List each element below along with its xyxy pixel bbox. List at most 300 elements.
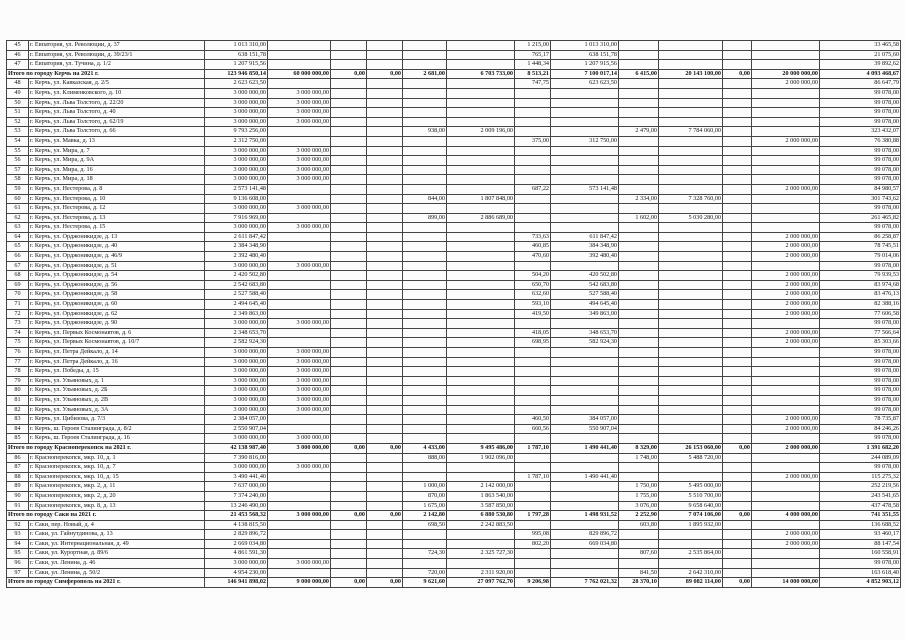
table-cell: 611 847,42 (551, 232, 619, 242)
table-cell (447, 146, 515, 156)
table-cell: 3 000 000,00 (268, 261, 331, 271)
row-number: 90 (7, 491, 29, 501)
table-cell (619, 223, 659, 233)
table-row (7, 204, 901, 214)
table-cell: 550 907,04 (551, 424, 619, 434)
table-cell: 807,60 (619, 549, 659, 559)
table-cell (403, 41, 447, 51)
row-number: 89 (7, 482, 29, 492)
table-cell (367, 482, 403, 492)
table-cell: 3 000 000,00 (205, 108, 268, 118)
table-cell: 2 829 896,72 (205, 530, 268, 540)
table-cell (551, 165, 619, 175)
table-cell (331, 280, 367, 290)
table-row (7, 165, 901, 175)
table-cell (403, 290, 447, 300)
table-cell: 3 000 000,00 (205, 319, 268, 329)
table-cell: 2 535 864,00 (659, 549, 723, 559)
table-cell (752, 127, 820, 137)
table-cell (367, 415, 403, 425)
table-cell: 6 703 733,00 (447, 69, 515, 79)
address-cell: г. Керчь, ул. Кавказская, д. 2/5 (29, 79, 205, 89)
table-cell: 3 000 000,00 (268, 117, 331, 127)
table-cell: 6 880 530,80 (447, 511, 515, 521)
table-cell: 78 745,51 (820, 242, 901, 252)
table-cell: 2 349 863,00 (205, 309, 268, 319)
table-cell: 2 000 000,00 (752, 338, 820, 348)
table-cell: 2 000 000,00 (752, 79, 820, 89)
table-cell (619, 146, 659, 156)
table-cell (752, 434, 820, 444)
table-row (7, 559, 901, 569)
table-cell (723, 491, 752, 501)
table-cell (723, 559, 752, 569)
table-cell: 6 415,00 (619, 69, 659, 79)
table-cell: 638 151,78 (551, 50, 619, 60)
table-cell (551, 386, 619, 396)
table-cell (659, 328, 723, 338)
table-cell (268, 520, 331, 530)
table-cell: 2 000 000,00 (752, 415, 820, 425)
table-cell (619, 424, 659, 434)
table-cell (619, 463, 659, 473)
table-cell: 418,05 (515, 328, 551, 338)
table-cell (515, 405, 551, 415)
table-cell: 99 078,00 (820, 367, 901, 377)
table-cell (367, 271, 403, 281)
table-cell (331, 146, 367, 156)
table-cell (447, 338, 515, 348)
table-cell (619, 50, 659, 60)
row-number: 56 (7, 156, 29, 166)
table-cell (268, 338, 331, 348)
table-cell (659, 79, 723, 89)
table-cell (447, 117, 515, 127)
table-cell: 9 495 486,00 (447, 443, 515, 453)
table-cell (752, 501, 820, 511)
table-cell (403, 223, 447, 233)
table-cell: 4 954 230,00 (205, 568, 268, 578)
table-cell: 0,00 (331, 511, 367, 521)
table-cell (723, 88, 752, 98)
row-number: 84 (7, 424, 29, 434)
table-cell (551, 367, 619, 377)
table-cell: 2 642 310,00 (659, 568, 723, 578)
table-cell (551, 491, 619, 501)
table-cell (268, 568, 331, 578)
table-cell: 1 498 931,52 (551, 511, 619, 521)
table-cell: 3 000 000,00 (268, 175, 331, 185)
row-number: 78 (7, 367, 29, 377)
table-cell (268, 453, 331, 463)
table-row (7, 41, 901, 51)
table-cell: 99 078,00 (820, 165, 901, 175)
table-cell (403, 184, 447, 194)
table-cell (619, 117, 659, 127)
table-cell (447, 280, 515, 290)
table-cell (659, 376, 723, 386)
table-row (7, 290, 901, 300)
table-cell (403, 261, 447, 271)
table-cell (367, 252, 403, 262)
address-cell: г. Керчь, ул. Нестерова, д. 13 (29, 213, 205, 223)
address-cell: г. Керчь, ул. Петра Дейкало, д. 14 (29, 348, 205, 358)
table-cell: 1 787,10 (515, 472, 551, 482)
table-cell (551, 88, 619, 98)
table-cell (659, 117, 723, 127)
table-cell: 2 348 653,70 (205, 328, 268, 338)
table-cell: 2 000 000,00 (752, 184, 820, 194)
row-number: 93 (7, 530, 29, 540)
table-cell (447, 405, 515, 415)
row-number: 83 (7, 415, 29, 425)
table-cell (367, 232, 403, 242)
row-number: 92 (7, 520, 29, 530)
table-cell: 2 000 000,00 (752, 472, 820, 482)
table-cell (659, 261, 723, 271)
table-cell (659, 300, 723, 310)
table-cell: 146 941 898,02 (205, 578, 268, 588)
table-cell (723, 223, 752, 233)
table-cell: 99 078,00 (820, 146, 901, 156)
table-cell (619, 261, 659, 271)
table-cell: 99 078,00 (820, 261, 901, 271)
row-number: 47 (7, 60, 29, 70)
table-cell (551, 568, 619, 578)
table-cell (403, 434, 447, 444)
table-cell (619, 60, 659, 70)
table-cell (403, 108, 447, 118)
table-cell: 7 328 760,00 (659, 194, 723, 204)
table-cell: 83 476,13 (820, 290, 901, 300)
table-cell: 5 488 720,00 (659, 453, 723, 463)
table-cell (723, 348, 752, 358)
table-cell (367, 223, 403, 233)
row-number: 67 (7, 261, 29, 271)
row-number: 73 (7, 319, 29, 329)
table-cell: 3 000 000,00 (205, 348, 268, 358)
table-cell (551, 146, 619, 156)
table-cell: 2 000 000,00 (752, 424, 820, 434)
table-cell: 4 138 815,50 (205, 520, 268, 530)
table-cell (619, 348, 659, 358)
table-cell: 99 078,00 (820, 175, 901, 185)
table-cell (515, 319, 551, 329)
table-cell (447, 252, 515, 262)
table-cell: 2 000 000,00 (752, 252, 820, 262)
table-cell (723, 280, 752, 290)
table-cell: 741 351,55 (820, 511, 901, 521)
table-cell (619, 184, 659, 194)
row-number: 97 (7, 568, 29, 578)
table-cell (723, 98, 752, 108)
table-cell (619, 271, 659, 281)
address-cell: г. Керчь, ул. Орджоникидзе, д. 54 (29, 271, 205, 281)
table-cell (367, 261, 403, 271)
table-row (7, 348, 901, 358)
table-cell (331, 328, 367, 338)
table-cell: 86 647,79 (820, 79, 901, 89)
table-cell: 3 000 000,00 (268, 319, 331, 329)
table-cell: 765,17 (515, 50, 551, 60)
table-cell (723, 156, 752, 166)
table-cell: 603,80 (619, 520, 659, 530)
address-cell: г. Керчь, ул. Льва Толстого, д. 62/19 (29, 117, 205, 127)
table-cell (723, 463, 752, 473)
table-cell: 99 078,00 (820, 357, 901, 367)
table-cell (447, 79, 515, 89)
table-cell: 252 219,56 (820, 482, 901, 492)
table-cell: 84 980,57 (820, 184, 901, 194)
table-cell: 2 000 000,00 (752, 280, 820, 290)
table-cell: 3 000 000,00 (268, 443, 331, 453)
table-cell: 3 000 000,00 (205, 367, 268, 377)
table-cell: 2 000 000,00 (752, 271, 820, 281)
table-cell: 9 136 608,00 (205, 194, 268, 204)
table-cell (367, 367, 403, 377)
table-cell (659, 175, 723, 185)
table-cell: 2 000 000,00 (752, 530, 820, 540)
table-cell (619, 319, 659, 329)
table-cell (447, 424, 515, 434)
table-cell: 1 000,00 (403, 482, 447, 492)
table-cell (367, 280, 403, 290)
table-cell (752, 223, 820, 233)
table-cell: 136 688,52 (820, 520, 901, 530)
table-row (7, 405, 901, 415)
address-cell: г. Керчь, ул. Мира, д. 18 (29, 175, 205, 185)
table-cell (447, 204, 515, 214)
row-number: 81 (7, 395, 29, 405)
table-cell: 3 490 441,40 (205, 472, 268, 482)
row-number: 80 (7, 386, 29, 396)
table-cell (752, 98, 820, 108)
table-cell (551, 319, 619, 329)
table-cell (515, 549, 551, 559)
table-cell (515, 395, 551, 405)
table-cell: 2 623 623,50 (205, 79, 268, 89)
table-cell (367, 395, 403, 405)
table-cell (367, 491, 403, 501)
total-label: Итого по городу Красноперекопск на 2021 г. (7, 443, 205, 453)
table-cell (723, 117, 752, 127)
address-cell: г. Керчь, ул. Орджоникидзе, д. 56 (29, 280, 205, 290)
table-cell (515, 117, 551, 127)
table-cell: 78 735,87 (820, 415, 901, 425)
table-cell (723, 568, 752, 578)
table-cell: 2 384 057,00 (205, 415, 268, 425)
table-cell (551, 357, 619, 367)
table-cell (515, 463, 551, 473)
table-cell (447, 319, 515, 329)
table-row (7, 60, 901, 70)
table-cell (659, 50, 723, 60)
table-cell (752, 204, 820, 214)
table-cell (367, 348, 403, 358)
table-cell (268, 213, 331, 223)
table-cell (367, 463, 403, 473)
table-cell: 2 000 000,00 (752, 443, 820, 453)
table-cell: 2 000 000,00 (752, 328, 820, 338)
address-cell: г. Керчь, ш. Героев Сталинграда, д. 16 (29, 434, 205, 444)
table-cell (268, 415, 331, 425)
table-cell: 7 637 000,00 (205, 482, 268, 492)
table-cell: 33 465,58 (820, 41, 901, 51)
table-cell: 3 000 000,00 (268, 146, 331, 156)
address-cell: г. Саки, ул. Ленина, д. 46 (29, 559, 205, 569)
table-cell (268, 127, 331, 137)
table-cell: 39 892,62 (820, 60, 901, 70)
table-cell (551, 501, 619, 511)
table-cell: 3 000 000,00 (268, 108, 331, 118)
table-cell (403, 60, 447, 70)
table-cell: 1 863 540,00 (447, 491, 515, 501)
table-cell: 99 078,00 (820, 204, 901, 214)
table-cell (723, 415, 752, 425)
table-cell (367, 539, 403, 549)
table-cell: 2 142,80 (403, 511, 447, 521)
table-cell: 724,30 (403, 549, 447, 559)
row-number: 79 (7, 376, 29, 386)
row-number: 46 (7, 50, 29, 60)
table-cell: 9 206,98 (515, 578, 551, 588)
table-cell (551, 348, 619, 358)
table-cell (659, 309, 723, 319)
table-cell (331, 184, 367, 194)
table-cell: 3 000 000,00 (268, 395, 331, 405)
table-cell (659, 223, 723, 233)
table-cell: 99 078,00 (820, 405, 901, 415)
table-cell (619, 232, 659, 242)
table-cell: 1 013 310,00 (205, 41, 268, 51)
table-row (7, 539, 901, 549)
address-cell: г. Керчь, ул. Нестерова, д. 15 (29, 223, 205, 233)
table-cell: 7 762 021,32 (551, 578, 619, 588)
table-cell (659, 41, 723, 51)
row-number: 65 (7, 242, 29, 252)
row-number: 76 (7, 348, 29, 358)
table-cell: 348 653,70 (551, 328, 619, 338)
table-cell: 7 390 816,00 (205, 453, 268, 463)
table-cell (367, 108, 403, 118)
table-cell (619, 98, 659, 108)
table-cell: 0,00 (367, 69, 403, 79)
table-cell (367, 98, 403, 108)
table-cell: 460,50 (515, 415, 551, 425)
table-cell: 3 000 000,00 (268, 204, 331, 214)
table-cell (659, 271, 723, 281)
table-cell (367, 434, 403, 444)
table-cell (551, 117, 619, 127)
table-row (7, 194, 901, 204)
table-cell (515, 491, 551, 501)
table-cell: 21 453 568,32 (205, 511, 268, 521)
table-cell (331, 338, 367, 348)
table-cell (515, 348, 551, 358)
table-cell (659, 559, 723, 569)
table-cell: 995,08 (515, 530, 551, 540)
table-cell: 3 000 000,00 (205, 376, 268, 386)
table-cell (659, 405, 723, 415)
table-cell: 3 000 000,00 (205, 395, 268, 405)
table-cell (723, 146, 752, 156)
table-cell (367, 386, 403, 396)
table-cell (403, 415, 447, 425)
table-cell: 7 100 017,14 (551, 69, 619, 79)
table-cell (403, 175, 447, 185)
address-cell: г. Керчь, ул. Льва Толстого, д. 40 (29, 108, 205, 118)
table-cell (268, 482, 331, 492)
table-cell: 26 153 060,00 (659, 443, 723, 453)
row-number: 91 (7, 501, 29, 511)
table-cell (268, 60, 331, 70)
table-cell (403, 136, 447, 146)
table-cell (268, 328, 331, 338)
table-cell (447, 559, 515, 569)
table-cell (268, 232, 331, 242)
row-number: 58 (7, 175, 29, 185)
table-cell: 437 478,58 (820, 501, 901, 511)
table-cell (331, 194, 367, 204)
table-cell: 593,10 (515, 300, 551, 310)
table-cell: 349 863,00 (551, 309, 619, 319)
table-cell (659, 156, 723, 166)
table-cell (367, 60, 403, 70)
table-cell (551, 194, 619, 204)
row-number: 59 (7, 184, 29, 194)
table-cell (551, 108, 619, 118)
table-cell (447, 50, 515, 60)
table-cell: 638 151,78 (205, 50, 268, 60)
table-row (7, 434, 901, 444)
table-cell: 1 490 441,40 (551, 472, 619, 482)
row-number: 64 (7, 232, 29, 242)
address-cell: г. Керчь, ул. Орджоникидзе, д. 40 (29, 242, 205, 252)
table-cell (551, 482, 619, 492)
table-cell (723, 376, 752, 386)
table-cell (551, 223, 619, 233)
table-cell: 632,60 (515, 290, 551, 300)
table-cell (515, 98, 551, 108)
table-cell (367, 530, 403, 540)
table-row (7, 280, 901, 290)
table-cell (619, 338, 659, 348)
table-row (7, 242, 901, 252)
table-cell: 89 082 114,00 (659, 578, 723, 588)
table-cell (403, 271, 447, 281)
table-cell: 0,00 (367, 443, 403, 453)
table-cell (723, 539, 752, 549)
table-cell: 3 000 000,00 (205, 261, 268, 271)
table-cell: 899,00 (403, 213, 447, 223)
table-cell: 2 494 645,40 (205, 300, 268, 310)
table-cell: 3 587 850,00 (447, 501, 515, 511)
table-cell: 3 000 000,00 (205, 88, 268, 98)
table-cell: 2 384 348,90 (205, 242, 268, 252)
table-cell: 2 542 683,80 (205, 280, 268, 290)
table-cell: 3 000 000,00 (268, 88, 331, 98)
row-number: 96 (7, 559, 29, 569)
table-cell: 99 078,00 (820, 463, 901, 473)
table-cell (268, 424, 331, 434)
table-cell (515, 156, 551, 166)
table-cell: 28 370,10 (619, 578, 659, 588)
table-cell (447, 232, 515, 242)
table-row (7, 568, 901, 578)
table-cell (331, 463, 367, 473)
table-cell: 4 852 903,12 (820, 578, 901, 588)
table-cell (367, 309, 403, 319)
